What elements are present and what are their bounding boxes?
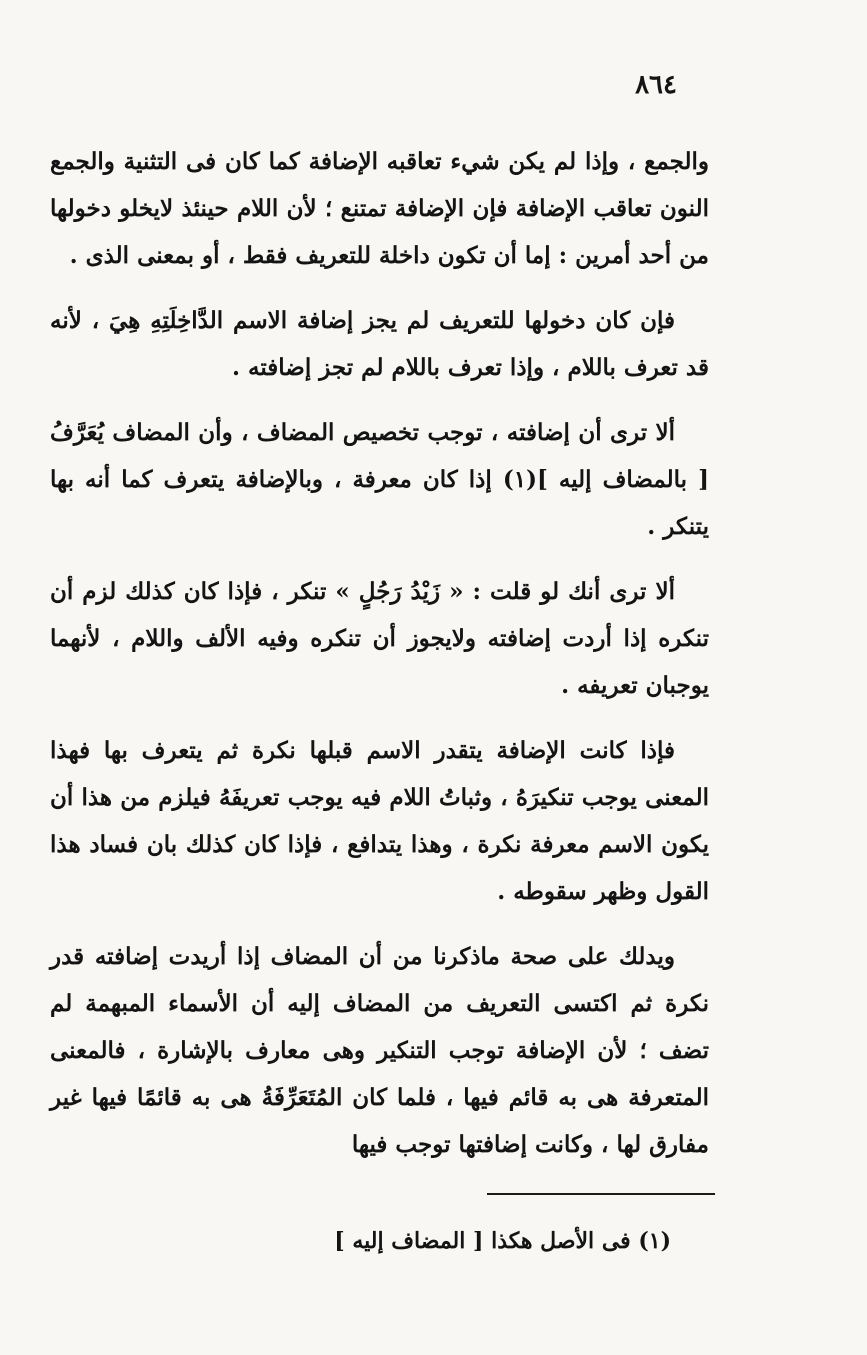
paragraph-6: ويدلك على صحة ماذكرنا من أن المضاف إذا أريدت إضافته قدر نكرة ثم اكتسى التعريف من المضاف إليه أن الأسماء المبهمة لم تضف ؛ لأن الإضافة توجب التنكير وهى معارف بالإشارة ، فالمعنى المتعرفة هى به قائم فيها ، فلما كان المُتَعَرِّفَةُ هى به قائمًا فيها غير مفارق لها ، وكانت إضافتها توجب فيها xyxy=(50,943,709,1158)
page-number: ٨٦٤ xyxy=(635,70,677,100)
body-text xyxy=(50,138,709,1186)
paragraph-4: ألا ترى أنك لو قلت : « زَيْدُ رَجُلٍ » تنكر ، فإذا كان كذلك لزم أن تنكره إذا أردت إضافته ولايجوز أن تنكره وفيه الألف واللام ، لأنهما يوجبان تعريفه . xyxy=(50,578,709,699)
paragraph-3: ألا ترى أن إضافته ، توجب تخصيص المضاف ، وأن المضاف يُعَرَّفُ [ بالمضاف إليه ](١) إذا كان معرفة ، وبالإضافة يتعرف كما أنه بها يتنكر . xyxy=(50,419,709,540)
footnote: (١) فى الأصل هكذا [ المضاف إليه ] xyxy=(334,1228,671,1254)
paragraph-2: فإن كان دخولها للتعريف لم يجز إضافة الاسم الدَّاخِلَتِهِ هِيَ ، لأنه قد تعرف باللام ، وإذا تعرف باللام لم تجز إضافته . xyxy=(50,307,709,381)
footnote-divider xyxy=(487,1193,715,1195)
paragraph-1: والجمع ، وإذا لم يكن شيء تعاقبه الإضافة كما كان فى التثنية والجمع النون تعاقب الإضافة فإن الإضافة تمتنع ؛ لأن اللام حينئذ لايخلو دخولها من أحد أمرين : إما أن تكون داخلة للتعريف فقط ، أو بمعنى الذى . xyxy=(50,148,709,269)
paragraph-5: فإذا كانت الإضافة يتقدر الاسم قبلها نكرة ثم يتعرف بها فهذا المعنى يوجب تنكيرَهُ ، وثباتُ اللام فيه يوجب تعريفَهُ فيلزم من هذا أن يكون الاسم معرفة نكرة ، وهذا يتدافع ، فإذا كان كذلك بان فساد هذا القول وظهر سقوطه . xyxy=(50,737,709,905)
